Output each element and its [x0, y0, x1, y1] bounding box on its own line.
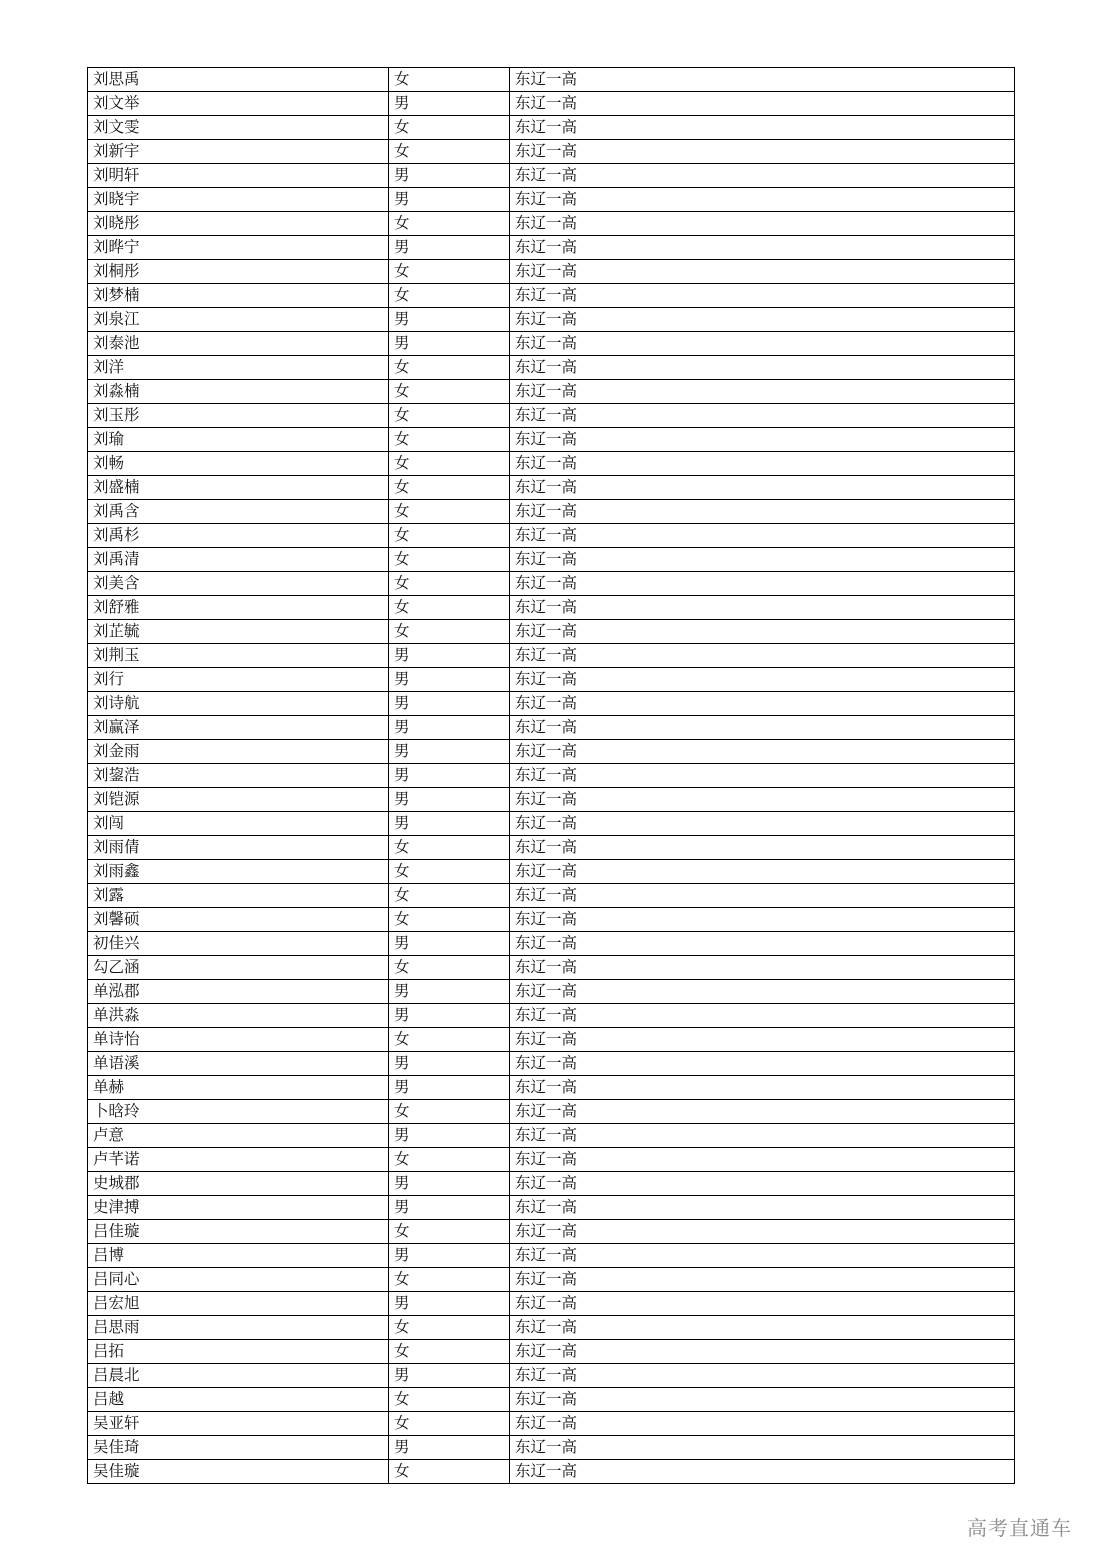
table-row	[88, 932, 1015, 956]
name-cell: 刘禹杉	[88, 524, 389, 548]
name-cell: 吕越	[88, 1388, 389, 1412]
gender-cell: 女	[389, 1460, 510, 1484]
table-row	[88, 236, 1015, 260]
school-cell: 东辽一高	[510, 644, 1015, 668]
table-row	[88, 524, 1015, 548]
school-cell: 东辽一高	[510, 380, 1015, 404]
school-cell: 东辽一高	[510, 1004, 1015, 1028]
school-cell: 东辽一高	[510, 812, 1015, 836]
name-cell: 刘赢泽	[88, 716, 389, 740]
gender-cell: 女	[389, 524, 510, 548]
name-cell: 刘闯	[88, 812, 389, 836]
school-cell: 东辽一高	[510, 1028, 1015, 1052]
name-cell: 吕宏旭	[88, 1292, 389, 1316]
school-cell: 东辽一高	[510, 1172, 1015, 1196]
gender-cell: 女	[389, 68, 510, 92]
table-row	[88, 716, 1015, 740]
gender-cell: 女	[389, 260, 510, 284]
table-row	[88, 1004, 1015, 1028]
name-cell: 史津搏	[88, 1196, 389, 1220]
name-cell: 刘雨鑫	[88, 860, 389, 884]
school-cell: 东辽一高	[510, 1100, 1015, 1124]
gender-cell: 男	[389, 1196, 510, 1220]
school-cell: 东辽一高	[510, 1124, 1015, 1148]
school-cell: 东辽一高	[510, 284, 1015, 308]
table-row	[88, 1244, 1015, 1268]
gender-cell: 女	[389, 1148, 510, 1172]
name-cell: 吕佳璇	[88, 1220, 389, 1244]
gender-cell: 女	[389, 1388, 510, 1412]
name-cell: 刘美含	[88, 572, 389, 596]
name-cell: 刘荆玉	[88, 644, 389, 668]
school-cell: 东辽一高	[510, 692, 1015, 716]
school-cell: 东辽一高	[510, 404, 1015, 428]
gender-cell: 男	[389, 644, 510, 668]
gender-cell: 女	[389, 452, 510, 476]
school-cell: 东辽一高	[510, 92, 1015, 116]
name-cell: 吕晨北	[88, 1364, 389, 1388]
school-cell: 东辽一高	[510, 260, 1015, 284]
table-row	[88, 548, 1015, 572]
school-cell: 东辽一高	[510, 1052, 1015, 1076]
school-cell: 东辽一高	[510, 956, 1015, 980]
name-cell: 刘玉彤	[88, 404, 389, 428]
gender-cell: 男	[389, 980, 510, 1004]
gender-cell: 男	[389, 1292, 510, 1316]
gender-cell: 男	[389, 740, 510, 764]
table-row	[88, 92, 1015, 116]
name-cell: 刘明轩	[88, 164, 389, 188]
school-cell: 东辽一高	[510, 980, 1015, 1004]
table-row	[88, 1148, 1015, 1172]
school-cell: 东辽一高	[510, 524, 1015, 548]
table-row	[88, 260, 1015, 284]
gender-cell: 女	[389, 404, 510, 428]
school-cell: 东辽一高	[510, 116, 1015, 140]
gender-cell: 女	[389, 548, 510, 572]
table-row	[88, 668, 1015, 692]
school-cell: 东辽一高	[510, 1268, 1015, 1292]
table-row	[88, 332, 1015, 356]
table-row	[88, 404, 1015, 428]
name-cell: 刘文雯	[88, 116, 389, 140]
school-cell: 东辽一高	[510, 236, 1015, 260]
table-row	[88, 692, 1015, 716]
school-cell: 东辽一高	[510, 452, 1015, 476]
gender-cell: 女	[389, 500, 510, 524]
table-row	[88, 740, 1015, 764]
school-cell: 东辽一高	[510, 1316, 1015, 1340]
school-cell: 东辽一高	[510, 548, 1015, 572]
school-cell: 东辽一高	[510, 932, 1015, 956]
name-cell: 刘泰池	[88, 332, 389, 356]
name-cell: 单语溪	[88, 1052, 389, 1076]
name-cell: 刘畅	[88, 452, 389, 476]
school-cell: 东辽一高	[510, 188, 1015, 212]
gender-cell: 男	[389, 1244, 510, 1268]
name-cell: 刘洋	[88, 356, 389, 380]
school-cell: 东辽一高	[510, 1220, 1015, 1244]
school-cell: 东辽一高	[510, 476, 1015, 500]
name-cell: 刘晓宇	[88, 188, 389, 212]
gender-cell: 女	[389, 572, 510, 596]
name-cell: 刘禹含	[88, 500, 389, 524]
gender-cell: 女	[389, 1028, 510, 1052]
table-row	[88, 1052, 1015, 1076]
table-row	[88, 1388, 1015, 1412]
gender-cell: 男	[389, 236, 510, 260]
table-row	[88, 860, 1015, 884]
name-cell: 吕博	[88, 1244, 389, 1268]
name-cell: 吴亚轩	[88, 1412, 389, 1436]
table-row	[88, 476, 1015, 500]
name-cell: 刘芷毓	[88, 620, 389, 644]
school-cell: 东辽一高	[510, 1148, 1015, 1172]
gender-cell: 男	[389, 188, 510, 212]
school-cell: 东辽一高	[510, 1340, 1015, 1364]
school-cell: 东辽一高	[510, 1364, 1015, 1388]
gender-cell: 女	[389, 836, 510, 860]
name-cell: 刘盛楠	[88, 476, 389, 500]
school-cell: 东辽一高	[510, 308, 1015, 332]
school-cell: 东辽一高	[510, 356, 1015, 380]
name-cell: 卢意	[88, 1124, 389, 1148]
gender-cell: 男	[389, 716, 510, 740]
gender-cell: 女	[389, 1412, 510, 1436]
school-cell: 东辽一高	[510, 596, 1015, 620]
name-cell: 刘禹清	[88, 548, 389, 572]
school-cell: 东辽一高	[510, 572, 1015, 596]
table-row	[88, 452, 1015, 476]
table-row	[88, 908, 1015, 932]
table-row	[88, 1124, 1015, 1148]
name-cell: 刘梦楠	[88, 284, 389, 308]
name-cell: 刘新宇	[88, 140, 389, 164]
name-cell: 吕同心	[88, 1268, 389, 1292]
name-cell: 刘瑜	[88, 428, 389, 452]
gender-cell: 男	[389, 308, 510, 332]
student-list-table	[87, 67, 1015, 1484]
table-row	[88, 1268, 1015, 1292]
gender-cell: 女	[389, 1100, 510, 1124]
gender-cell: 女	[389, 476, 510, 500]
table-row	[88, 380, 1015, 404]
table-row	[88, 284, 1015, 308]
table-row	[88, 188, 1015, 212]
school-cell: 东辽一高	[510, 212, 1015, 236]
gender-cell: 男	[389, 92, 510, 116]
table-row	[88, 812, 1015, 836]
school-cell: 东辽一高	[510, 1436, 1015, 1460]
table-row	[88, 836, 1015, 860]
school-cell: 东辽一高	[510, 428, 1015, 452]
gender-cell: 女	[389, 1340, 510, 1364]
name-cell: 卜晗玲	[88, 1100, 389, 1124]
gender-cell: 女	[389, 212, 510, 236]
student-list-body	[88, 68, 1015, 1484]
table-row	[88, 428, 1015, 452]
gender-cell: 男	[389, 1052, 510, 1076]
school-cell: 东辽一高	[510, 620, 1015, 644]
table-row	[88, 1292, 1015, 1316]
name-cell: 勾乙涵	[88, 956, 389, 980]
school-cell: 东辽一高	[510, 1460, 1015, 1484]
name-cell: 单诗怡	[88, 1028, 389, 1052]
gender-cell: 男	[389, 764, 510, 788]
table-row	[88, 1220, 1015, 1244]
gender-cell: 男	[389, 668, 510, 692]
school-cell: 东辽一高	[510, 764, 1015, 788]
school-cell: 东辽一高	[510, 164, 1015, 188]
gender-cell: 男	[389, 1364, 510, 1388]
name-cell: 单泓郡	[88, 980, 389, 1004]
gender-cell: 女	[389, 140, 510, 164]
gender-cell: 男	[389, 332, 510, 356]
table-row	[88, 572, 1015, 596]
school-cell: 东辽一高	[510, 716, 1015, 740]
table-row	[88, 1196, 1015, 1220]
gender-cell: 女	[389, 356, 510, 380]
school-cell: 东辽一高	[510, 1076, 1015, 1100]
name-cell: 刘晔宁	[88, 236, 389, 260]
gender-cell: 女	[389, 284, 510, 308]
gender-cell: 男	[389, 164, 510, 188]
gender-cell: 女	[389, 908, 510, 932]
school-cell: 东辽一高	[510, 1388, 1015, 1412]
name-cell: 刘桐彤	[88, 260, 389, 284]
school-cell: 东辽一高	[510, 740, 1015, 764]
table-row	[88, 596, 1015, 620]
name-cell: 刘诗航	[88, 692, 389, 716]
table-row	[88, 1076, 1015, 1100]
table-row	[88, 116, 1015, 140]
table-row	[88, 1412, 1015, 1436]
table-row	[88, 356, 1015, 380]
gender-cell: 男	[389, 1076, 510, 1100]
name-cell: 吴佳琦	[88, 1436, 389, 1460]
name-cell: 刘露	[88, 884, 389, 908]
name-cell: 吕拓	[88, 1340, 389, 1364]
name-cell: 刘淼楠	[88, 380, 389, 404]
table-row	[88, 884, 1015, 908]
table-row	[88, 956, 1015, 980]
gender-cell: 女	[389, 620, 510, 644]
table-row	[88, 1172, 1015, 1196]
gender-cell: 女	[389, 1316, 510, 1340]
gender-cell: 男	[389, 1436, 510, 1460]
gender-cell: 男	[389, 692, 510, 716]
table-row	[88, 1364, 1015, 1388]
gender-cell: 男	[389, 812, 510, 836]
gender-cell: 男	[389, 932, 510, 956]
name-cell: 史城郡	[88, 1172, 389, 1196]
table-row	[88, 308, 1015, 332]
table-row	[88, 1028, 1015, 1052]
gender-cell: 女	[389, 1268, 510, 1292]
table-row	[88, 1460, 1015, 1484]
table-row	[88, 500, 1015, 524]
gender-cell: 男	[389, 1172, 510, 1196]
name-cell: 刘馨硕	[88, 908, 389, 932]
school-cell: 东辽一高	[510, 1244, 1015, 1268]
table-row	[88, 1436, 1015, 1460]
watermark-text: 高考直通车	[967, 1516, 1072, 1540]
gender-cell: 女	[389, 860, 510, 884]
table-row	[88, 620, 1015, 644]
name-cell: 刘金雨	[88, 740, 389, 764]
school-cell: 东辽一高	[510, 884, 1015, 908]
table-row	[88, 644, 1015, 668]
school-cell: 东辽一高	[510, 1196, 1015, 1220]
gender-cell: 女	[389, 1220, 510, 1244]
school-cell: 东辽一高	[510, 668, 1015, 692]
school-cell: 东辽一高	[510, 68, 1015, 92]
name-cell: 刘雨倩	[88, 836, 389, 860]
gender-cell: 女	[389, 884, 510, 908]
table-row	[88, 980, 1015, 1004]
name-cell: 刘鋆浩	[88, 764, 389, 788]
name-cell: 单洪淼	[88, 1004, 389, 1028]
name-cell: 刘文举	[88, 92, 389, 116]
name-cell: 单赫	[88, 1076, 389, 1100]
school-cell: 东辽一高	[510, 908, 1015, 932]
table-row	[88, 140, 1015, 164]
name-cell: 刘晓彤	[88, 212, 389, 236]
table-row	[88, 212, 1015, 236]
table-row	[88, 68, 1015, 92]
school-cell: 东辽一高	[510, 1292, 1015, 1316]
name-cell: 卢芊诺	[88, 1148, 389, 1172]
name-cell: 刘行	[88, 668, 389, 692]
table-row	[88, 1100, 1015, 1124]
school-cell: 东辽一高	[510, 1412, 1015, 1436]
school-cell: 东辽一高	[510, 140, 1015, 164]
school-cell: 东辽一高	[510, 332, 1015, 356]
table-row	[88, 788, 1015, 812]
name-cell: 吕思雨	[88, 1316, 389, 1340]
school-cell: 东辽一高	[510, 500, 1015, 524]
gender-cell: 女	[389, 428, 510, 452]
school-cell: 东辽一高	[510, 788, 1015, 812]
table-row	[88, 164, 1015, 188]
gender-cell: 女	[389, 596, 510, 620]
gender-cell: 女	[389, 956, 510, 980]
name-cell: 刘舒雅	[88, 596, 389, 620]
name-cell: 刘铠源	[88, 788, 389, 812]
name-cell: 刘泉江	[88, 308, 389, 332]
gender-cell: 男	[389, 1124, 510, 1148]
gender-cell: 女	[389, 116, 510, 140]
table-row	[88, 1340, 1015, 1364]
gender-cell: 男	[389, 1004, 510, 1028]
name-cell: 初佳兴	[88, 932, 389, 956]
table-row	[88, 764, 1015, 788]
school-cell: 东辽一高	[510, 836, 1015, 860]
gender-cell: 女	[389, 380, 510, 404]
gender-cell: 男	[389, 788, 510, 812]
name-cell: 刘思禹	[88, 68, 389, 92]
school-cell: 东辽一高	[510, 860, 1015, 884]
table-row	[88, 1316, 1015, 1340]
name-cell: 吴佳璇	[88, 1460, 389, 1484]
